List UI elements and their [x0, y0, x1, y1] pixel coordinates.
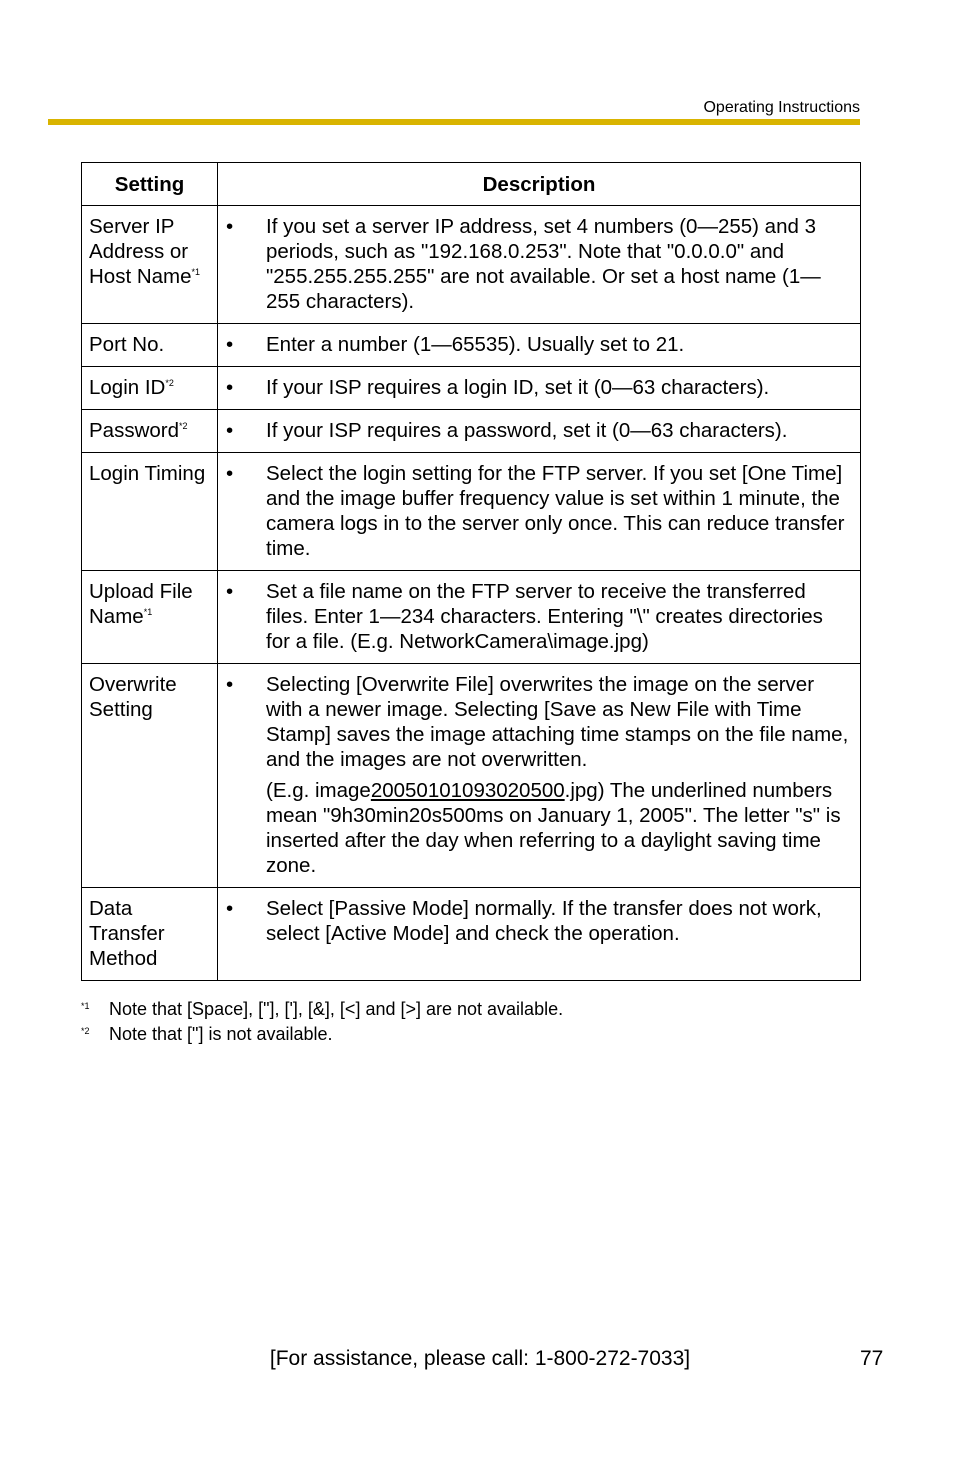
- bullet-icon: •: [226, 462, 234, 485]
- setting-cell: [82, 888, 218, 981]
- setting-name: Upload File Name: [89, 580, 193, 628]
- table-header-row: [82, 163, 861, 206]
- setting-name: Login Timing: [89, 462, 206, 485]
- bullet-icon: •: [226, 333, 234, 356]
- assistance-text: [For assistance, please call: 1-800-272-7033]: [269, 1347, 691, 1370]
- description-cell: [218, 453, 861, 571]
- description-cell: [218, 571, 861, 664]
- setting-cell: [82, 410, 218, 453]
- footnote-ref: *1: [191, 267, 201, 278]
- footnote-mark: *1: [81, 1001, 90, 1011]
- footnote-text: Note that ["] is not available.: [109, 1024, 333, 1044]
- setting-cell: [82, 453, 218, 571]
- bullet-icon: •: [226, 673, 234, 696]
- footnote-ref: *2: [165, 378, 174, 389]
- setting-name: Port No.: [89, 333, 165, 356]
- settings-table: [81, 162, 861, 981]
- column-header-description: Description: [218, 163, 861, 206]
- setting-name: Data Transfer Method: [89, 897, 165, 970]
- footnote-mark: *2: [81, 1026, 90, 1036]
- description-cell: [218, 367, 861, 410]
- description-text: Selecting [Overwrite File] overwrites the image on the server with a newer image. Selecting [Save as New File with Time Stamp] saves the image attaching time stamps on the file name, and the images are not overwritten.: [266, 673, 849, 771]
- description-cell: [218, 410, 861, 453]
- setting-name: Server IP Address or Host Name: [89, 215, 192, 288]
- table-row: [82, 664, 861, 888]
- description-cell: [218, 888, 861, 981]
- footnote: [81, 1022, 861, 1047]
- setting-cell: [82, 324, 218, 367]
- bullet-icon: •: [226, 376, 234, 399]
- bullet-icon: •: [226, 419, 234, 442]
- footnote-ref: *2: [179, 421, 188, 432]
- setting-name: Login ID: [89, 376, 166, 399]
- description-cell: [218, 664, 861, 888]
- example-paragraph: [266, 778, 852, 878]
- table-row: [82, 571, 861, 664]
- table-row: [82, 324, 861, 367]
- bullet-icon: •: [226, 897, 234, 920]
- description-cell: [218, 324, 861, 367]
- running-header: Operating Instructions: [703, 99, 860, 116]
- footnote-ref: *1: [143, 607, 153, 618]
- table-row: [82, 888, 861, 981]
- table-row: [82, 206, 861, 324]
- setting-name: Password: [89, 419, 180, 442]
- description-text: If your ISP requires a login ID, set it (0—63 characters).: [266, 376, 770, 399]
- header-rule: [48, 119, 860, 125]
- description-text: Enter a number (1—65535). Usually set to 21.: [266, 333, 685, 356]
- page-number: 77: [860, 1347, 884, 1370]
- description-text: If your ISP requires a password, set it (0—63 characters).: [266, 419, 788, 442]
- setting-cell: [82, 206, 218, 324]
- example-prefix: (E.g. image: [266, 779, 371, 802]
- setting-cell: [82, 367, 218, 410]
- description-cell: [218, 206, 861, 324]
- description-text: Set a file name on the FTP server to receive the transferred files. Enter 1—234 characters. Entering "\" creates directories for a file. (E.g. NetworkCamera\image.jpg): [266, 580, 823, 653]
- table-row: [82, 453, 861, 571]
- description-text: Select [Passive Mode] normally. If the transfer does not work, select [Active Mode] and check the operation.: [266, 897, 822, 945]
- setting-cell: [82, 571, 218, 664]
- bullet-icon: •: [226, 580, 234, 603]
- setting-cell: [82, 664, 218, 888]
- table-row: [82, 410, 861, 453]
- footnote: [81, 997, 861, 1022]
- description-text: Select the login setting for the FTP server. If you set [One Time] and the image buffer frequency value is set within 1 minute, the camera logs in to the server only once. This can reduce transfer time.: [266, 462, 845, 560]
- bullet-icon: •: [226, 215, 234, 238]
- description-text: If you set a server IP address, set 4 numbers (0—255) and 3 periods, such as "192.168.0.253". Note that "0.0.0.0" and "255.255.255.255" are not available. Or set a host name (1—255 characters).: [266, 215, 821, 313]
- column-header-setting: Setting: [82, 163, 218, 206]
- setting-name: Overwrite Setting: [89, 673, 177, 721]
- example-suffix: .jpg) The underlined numbers mean "9h30min20s500ms on January 1, 2005". The letter "s" is inserted after the day when referring to a daylight saving time zone.: [266, 779, 841, 877]
- table-row: [82, 367, 861, 410]
- underlined-timestamp: 20050101093020500: [370, 779, 565, 802]
- footnote-text: Note that [Space], ["], ['], [&], [<] and [>] are not available.: [109, 999, 564, 1019]
- footnotes: [81, 997, 861, 1047]
